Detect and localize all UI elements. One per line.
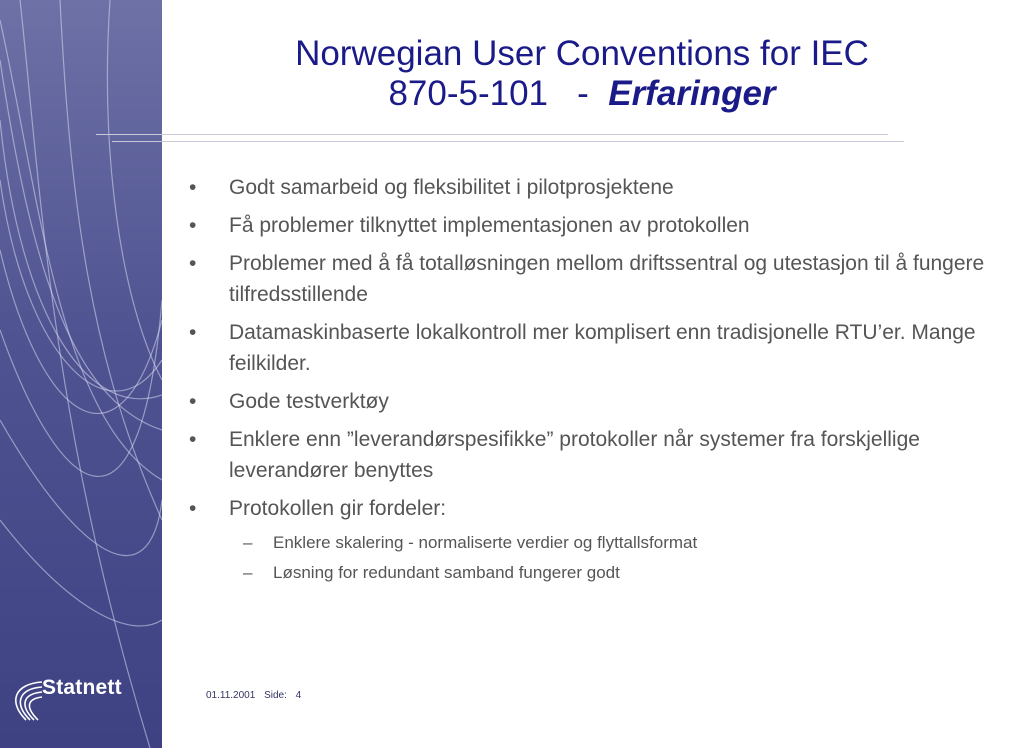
bullet-text: Få problemer tilknyttet implementasjonen av protokollen [229,214,750,237]
statnett-logo [8,672,158,728]
bullet-text: Problemer med å få totalløsningen mellom driftssentral og utestasjon til å fungere tilfredsstillende [229,252,985,306]
sub-bullet-marker: – [243,563,253,582]
title-emphasis: Erfaringer [608,74,776,113]
bullet-text: Gode testverktøy [229,390,389,413]
slide-title [162,34,1002,114]
footer-page-number: 4 [295,690,302,701]
divider-line [96,134,888,135]
bullet-item [186,493,986,524]
sub-bullet-item [186,531,986,555]
footer-side-label: Side: [264,690,287,701]
bullet-item [186,172,986,203]
bullet-marker: • [189,176,197,199]
logo-text: Statnett [42,676,122,699]
bullet-item [186,386,986,417]
title-line-2 [162,74,1002,114]
bullet-marker: • [189,321,197,344]
slide-footer [206,690,307,701]
sub-bullet-text: Enklere skalering - normaliserte verdier og flyttallsformat [273,533,698,552]
bullet-text: Godt samarbeid og fleksibilitet i pilotprosjektene [229,176,674,199]
sub-bullet-text: Løsning for redundant samband fungerer godt [273,563,620,582]
footer-date: 01.11.2001 [206,690,256,701]
bullet-text: Protokollen gir fordeler: [229,497,447,520]
bullet-marker: • [189,497,197,520]
sidebar-decoration [0,0,162,748]
bullet-marker: • [189,252,197,275]
bullet-marker: • [189,428,197,451]
curves-decoration [0,0,162,748]
title-line-1: Norwegian User Conventions for IEC [295,34,869,73]
bullet-item [186,424,986,486]
bullet-list [186,172,986,591]
bullet-item [186,210,986,241]
bullet-marker: • [189,390,197,413]
bullet-text: Datamaskinbaserte lokalkontroll mer komplisert enn tradisjonelle RTU’er. Mange feilkilder. [229,321,976,375]
bullet-item [186,317,986,379]
bullet-text: Enklere enn ”leverandørspesifikke” protokoller når systemer fra forskjellige leverandører benyttes [229,428,920,482]
sub-bullet-item [186,561,986,585]
bullet-item [186,248,986,310]
divider-line-offset [112,141,904,142]
title-line-2-prefix: 870-5-101 - [388,74,609,113]
sub-bullet-marker: – [243,533,253,552]
bullet-marker: • [189,214,197,237]
